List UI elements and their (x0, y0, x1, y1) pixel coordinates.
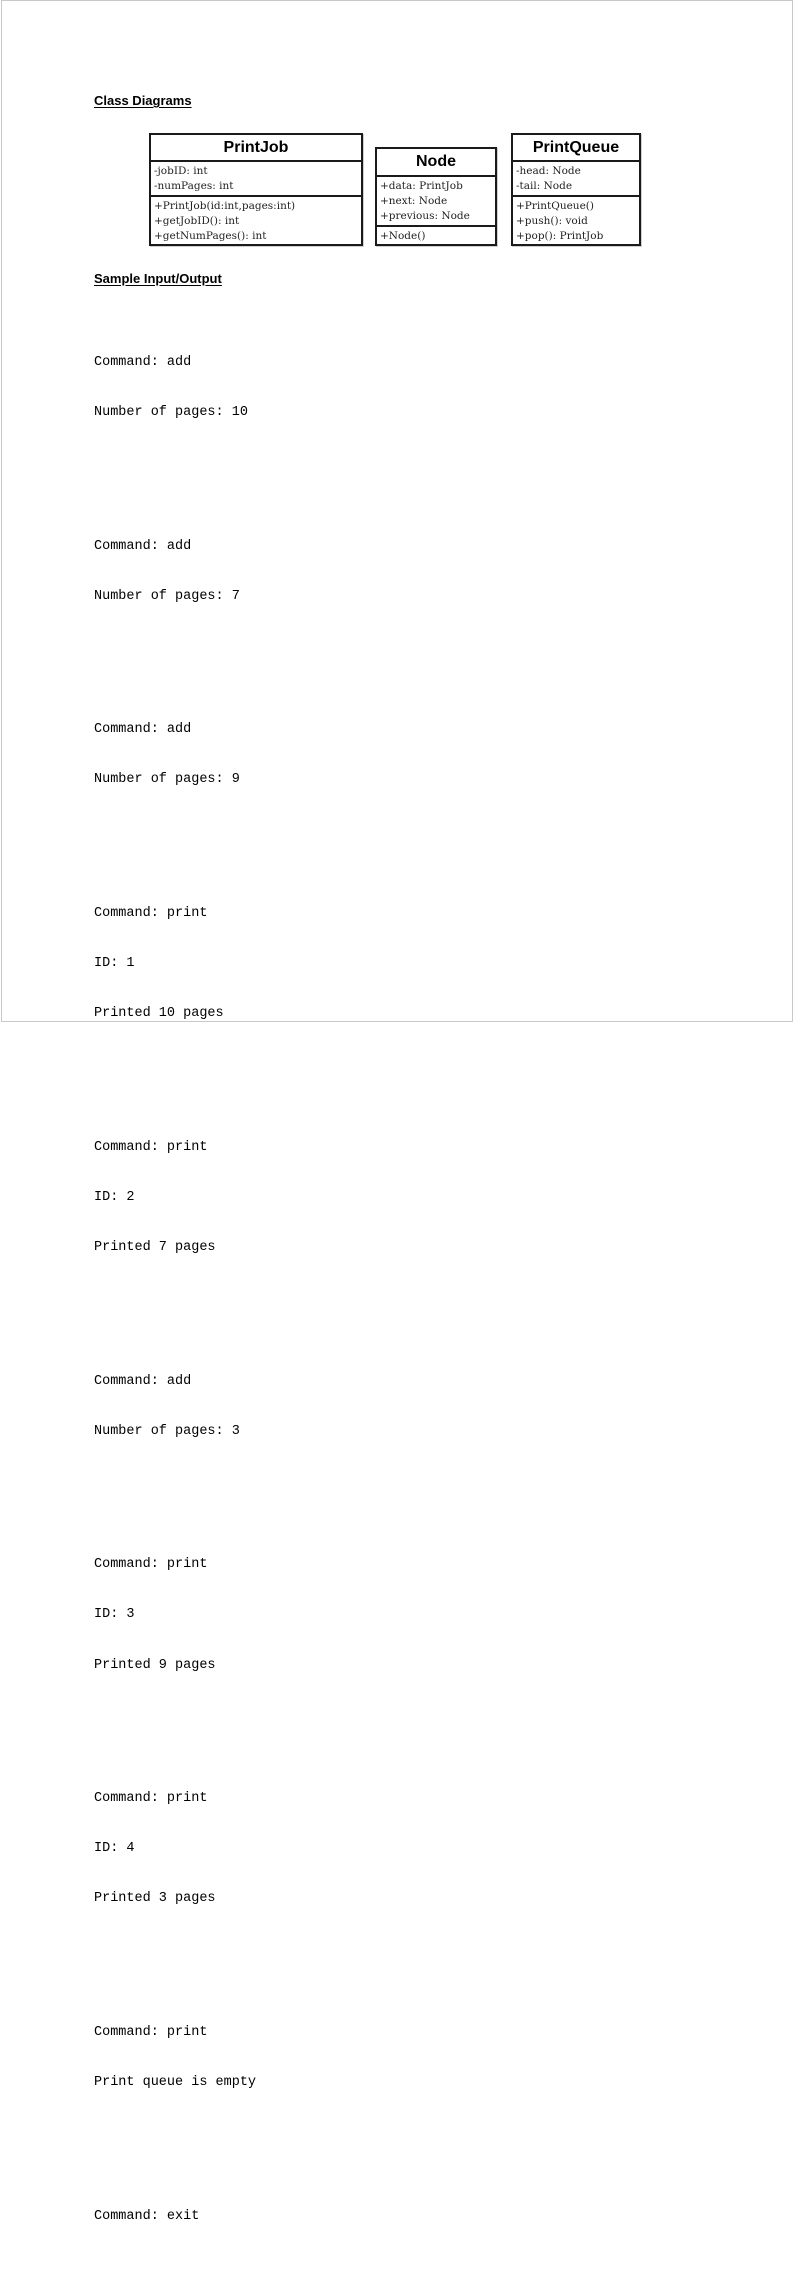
printjob-class-box (149, 133, 363, 246)
io-line: Printed 3 pages (94, 1891, 216, 1907)
printqueue-method: +PrintQueue() (516, 200, 594, 212)
printjob-attribute: -jobID: int (154, 165, 208, 177)
io-line: Number of pages: 3 (94, 1423, 240, 1439)
sample-io-transcript (94, 288, 256, 2276)
io-block (94, 2175, 256, 2259)
node-methods (377, 227, 495, 245)
io-line: Command: add (94, 538, 192, 554)
printqueue-attribute: -tail: Node (516, 180, 573, 192)
printqueue-attribute: -head: Node (516, 165, 581, 177)
io-line: Command: add (94, 354, 192, 370)
io-block (94, 1758, 256, 1942)
io-line: Print queue is empty (94, 2075, 257, 2091)
printqueue-class-name: PrintQueue (513, 135, 639, 162)
io-block (94, 505, 256, 639)
io-line: Printed 9 pages (94, 1657, 216, 1673)
io-line: Command: print (94, 905, 208, 921)
printjob-method: +PrintJob(id:int,pages:int) (154, 200, 296, 212)
printjob-method: +getNumPages(): int (154, 230, 267, 242)
printjob-class-name: PrintJob (151, 135, 361, 162)
io-line: Command: print (94, 2025, 208, 2040)
io-line: Command: add (94, 1373, 192, 1389)
io-line: Printed 10 pages (94, 1006, 224, 1022)
io-block (94, 1992, 256, 2126)
printjob-method: +getJobID(): int (154, 215, 240, 227)
io-line: Command: add (94, 722, 192, 738)
printqueue-method: +pop(): PrintJob (516, 230, 604, 242)
node-class-box (375, 147, 497, 246)
io-line: Command: exit (94, 2208, 200, 2224)
node-method: +Node() (380, 230, 426, 242)
printqueue-method: +push(): void (516, 215, 588, 227)
node-attribute: +previous: Node (380, 210, 470, 222)
io-block (94, 873, 256, 1057)
io-line: ID: 4 (94, 1841, 135, 1857)
io-line: Command: print (94, 1557, 208, 1573)
node-attribute: +data: PrintJob (380, 180, 463, 192)
class-diagrams-heading: Class Diagrams (94, 93, 192, 108)
io-block (94, 1524, 256, 1708)
io-line: ID: 3 (94, 1607, 135, 1623)
printjob-methods (151, 197, 361, 245)
node-class-name: Node (377, 149, 495, 177)
io-line: Printed 7 pages (94, 1240, 216, 1256)
printqueue-attributes (513, 162, 639, 197)
printqueue-class-box (511, 133, 641, 246)
io-line: Number of pages: 7 (94, 588, 240, 604)
node-attribute: +next: Node (380, 195, 448, 207)
printjob-attribute: -numPages: int (154, 180, 234, 192)
io-line: Number of pages: 10 (94, 404, 248, 420)
io-block (94, 1106, 256, 1290)
io-block (94, 689, 256, 823)
sample-io-heading: Sample Input/Output (94, 271, 222, 286)
printjob-attributes (151, 162, 361, 197)
io-line: Command: print (94, 1791, 208, 1807)
io-line: ID: 2 (94, 1189, 135, 1205)
io-line: Number of pages: 9 (94, 772, 240, 788)
io-block (94, 321, 256, 455)
io-line: ID: 1 (94, 956, 135, 972)
io-block (94, 1340, 256, 1474)
node-attributes (377, 177, 495, 227)
io-line: Command: print (94, 1139, 208, 1155)
printqueue-methods (513, 197, 639, 245)
